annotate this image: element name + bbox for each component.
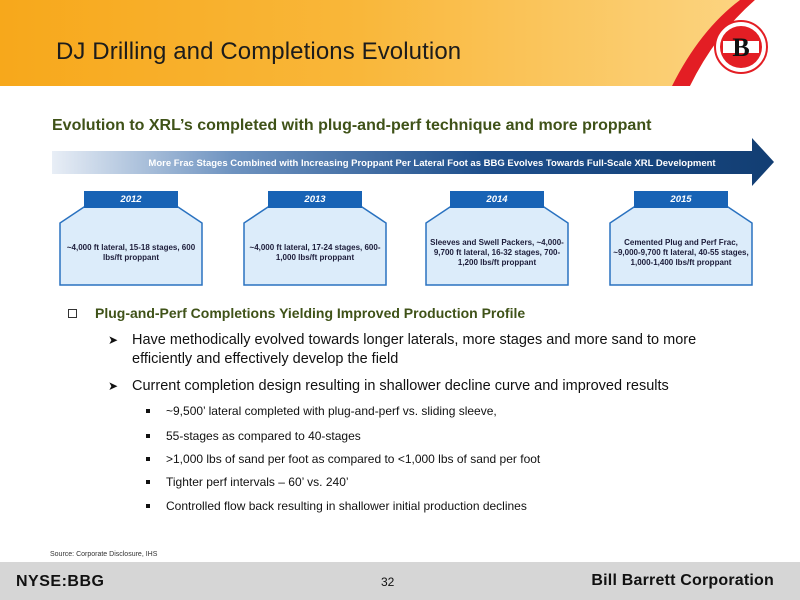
bullet-heading-text: Plug-and-Perf Completions Yielding Improved Production Profile [95,305,526,321]
timeline-item-2015 [602,191,760,286]
year-label: 2014 [450,191,544,208]
bullet-level2-text: Have methodically evolved towards longer laterals, more stages and more sand to more efficiently and effectively develop the field [132,332,697,367]
stock-ticker: NYSE:BBG [16,573,105,590]
square-bullet-icon [146,434,150,438]
footer-bar [0,562,800,600]
year-label: 2013 [268,191,362,208]
bullet-level3-text: Controlled flow back resulting in shallower initial production declines [166,499,527,513]
year-description: ~4,000 ft lateral, 17-24 stages, 600-1,000 lbs/ft proppant [249,243,381,262]
bullet-level3-text: Tighter perf intervals – 60’ vs. 240’ [166,475,349,489]
evolution-arrow [52,138,774,188]
square-bullet-icon [146,504,150,508]
bullet-level2-text: Current completion design resulting in shallower decline curve and improved results [132,378,669,394]
svg-text:B: B [732,33,750,62]
page-title: DJ Drilling and Completions Evolution [56,38,462,65]
arrow-banner-text: More Frac Stages Combined with Increasing Proppant Per Lateral Foot as BBG Evolves Towards Full-Scale XRL Development [148,157,716,169]
arrow-bullet-icon: ➤ [108,379,119,393]
year-description: Cemented Plug and Perf Frac, ~9,000-9,700 ft lateral, 40-55 stages, 1,000-1,400 lbs/ft proppant [613,238,749,267]
section-subtitle: Evolution to XRL’s completed with plug-and-perf technique and more proppant [52,117,652,134]
header-banner [0,0,800,86]
year-description: Sleeves and Swell Packers, ~4,000-9,700 ft lateral, 16-32 stages, 700-1,200 lbs/ft proppant [430,238,564,267]
square-bullet-icon [146,409,150,413]
bullet-heading [68,305,525,321]
square-bullet-icon [146,457,150,461]
bullet-level3-text: ~9,500’ lateral completed with plug-and-perf vs. sliding sleeve, [166,404,497,418]
year-description: ~4,000 ft lateral, 15-18 stages, 600 lbs/ft proppant [66,243,196,262]
timeline-item-2014 [418,191,576,286]
timeline-item-2012 [52,191,210,286]
bullet-level3-text: >1,000 lbs of sand per foot as compared to <1,000 lbs of sand per foot [166,452,541,466]
company-name: Bill Barrett Corporation [591,572,774,589]
bullet-level3-text: 55-stages as compared to 40-stages [166,429,361,443]
source-note: Source: Corporate Disclosure, IHS [50,551,158,558]
year-label: 2012 [84,191,178,208]
page-number: 32 [381,575,395,589]
checkbox-bullet-icon [68,309,77,318]
square-bullet-icon [146,480,150,484]
timeline-item-2013 [236,191,394,286]
arrow-bullet-icon: ➤ [108,333,119,347]
year-label: 2015 [634,191,728,208]
company-logo [714,20,768,74]
